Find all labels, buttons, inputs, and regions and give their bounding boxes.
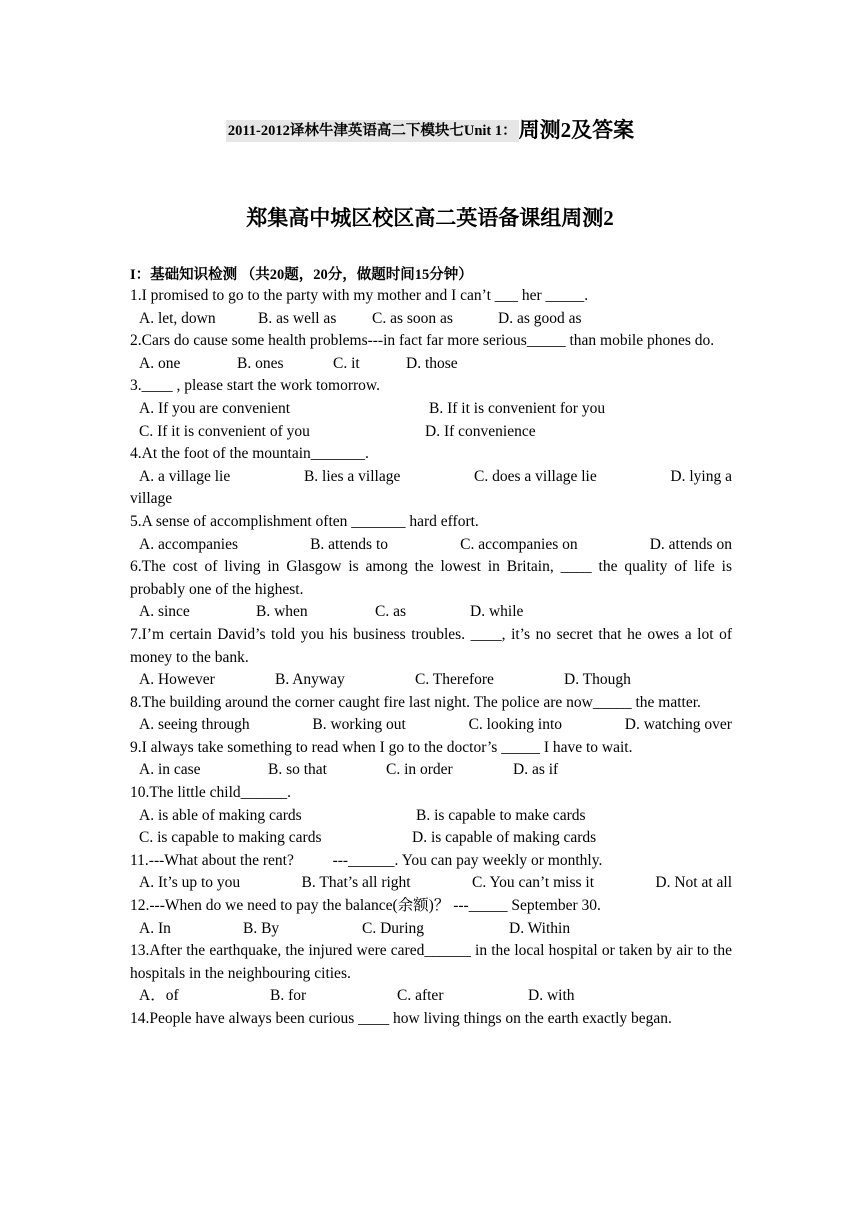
question-stem: 7.I’m certain David’s told you his business troubles. ____, it’s no secret that he owes a lot of money to the bank.	[130, 625, 732, 666]
option: D. watching over	[624, 716, 732, 734]
question-list	[130, 285, 732, 1031]
option-wrap: village	[130, 490, 173, 508]
option-row	[130, 601, 732, 624]
option-row	[130, 308, 732, 331]
option-row	[130, 805, 732, 828]
option: C. During	[362, 919, 424, 937]
option-row	[130, 534, 732, 557]
option: B. ones	[237, 354, 284, 372]
option: B. working out	[312, 716, 406, 734]
option: B. By	[243, 919, 280, 937]
option-row	[130, 669, 732, 692]
option: D. lying a	[670, 467, 732, 485]
question-stem: 4.At the foot of the mountain_______.	[130, 445, 369, 463]
option: C. as soon as	[372, 309, 453, 327]
option: D. as if	[513, 761, 559, 779]
option: C. after	[397, 987, 444, 1005]
option-row	[130, 759, 732, 782]
option: B. lies a village	[303, 467, 401, 485]
option: A. If you are convenient	[139, 399, 291, 417]
option: B. That’s all right	[301, 874, 411, 892]
question-stem: 11.---What about the rent? ---______. You can pay weekly or monthly.	[130, 851, 603, 869]
question-stem: 1.I promised to go to the party with my mother and I can’t ___ her _____.	[130, 287, 589, 304]
option-row	[130, 714, 732, 737]
option-row	[130, 398, 732, 421]
option: A. accompanies	[139, 535, 238, 553]
option: A. However	[139, 671, 215, 689]
option: B. so that	[268, 761, 327, 779]
option: A. since	[139, 603, 190, 621]
option: B. Anyway	[275, 671, 345, 689]
option-row	[130, 872, 732, 895]
option-row	[130, 985, 732, 1008]
option: D. those	[406, 354, 458, 372]
option: D. while	[470, 603, 524, 621]
option: A. is able of making cards	[139, 806, 302, 824]
option: D. with	[528, 987, 575, 1005]
option: A. a village lie	[139, 467, 231, 485]
document-title	[0, 114, 860, 144]
option: D. Within	[509, 919, 571, 937]
option: C. looking into	[468, 716, 563, 734]
option: C. in order	[386, 761, 453, 779]
option: A. in case	[139, 761, 201, 779]
question-stem: 13.After the earthquake, the injured were cared______ in the local hospital or taken by air to the hospitals in the neighbouring cities.	[130, 942, 732, 982]
option: D. as good as	[498, 309, 582, 327]
option: A．of	[139, 987, 179, 1005]
option: B. for	[270, 987, 307, 1005]
option: C. it	[333, 354, 360, 372]
option: A. let, down	[139, 309, 216, 327]
question-stem: 2.Cars do cause some health problems---in fact far more serious_____ than mobile phones do.	[130, 332, 715, 350]
question-stem: 10.The little child______.	[130, 784, 292, 802]
question-stem: 12.---When do we need to pay the balance(余额)？ ---_____ September 30.	[130, 897, 601, 915]
option: D. Not at all	[655, 874, 732, 892]
question-stem: 8.The building around the corner caught fire last night. The police are now_____ the matter.	[130, 693, 701, 711]
option: A. In	[139, 919, 171, 937]
option-row	[130, 827, 732, 850]
option: B. attends to	[310, 535, 389, 553]
option: A. It’s up to you	[139, 874, 241, 892]
question-stem: 3.____ , please start the work tomorrow.	[130, 377, 380, 395]
option: B. when	[256, 603, 308, 621]
question-stem: 5.A sense of accomplishment often _______ hard effort.	[130, 512, 479, 530]
option: B. is capable to make cards	[416, 806, 586, 824]
option: D. If convenience	[425, 422, 536, 440]
option-row	[130, 353, 732, 376]
question-stem: 9.I always take something to read when I go to the doctor’s _____ I have to wait.	[130, 738, 633, 756]
option: C. as	[375, 603, 406, 621]
option: C. You can’t miss it	[471, 874, 595, 892]
option: C. does a village lie	[474, 467, 597, 485]
option: C. accompanies on	[460, 535, 578, 553]
question-stem: 6.The cost of living in Glasgow is among the lowest in Britain, ____ the quality of life is probably one of the highest.	[130, 558, 732, 598]
option-row	[130, 421, 732, 444]
option: C. Therefore	[415, 671, 494, 689]
option: D. attends on	[649, 535, 732, 553]
option: A. seeing through	[139, 716, 250, 734]
option: A. one	[139, 354, 181, 372]
section-heading: I：基础知识检测 （共20题，20分，做题时间15分钟）	[130, 267, 473, 283]
question-stem: 14.People have always been curious ____ how living things on the earth exactly began.	[130, 1010, 672, 1027]
option-row	[130, 918, 732, 941]
option: D. Though	[564, 671, 631, 689]
option: C. If it is convenient of you	[139, 422, 310, 440]
document-subtitle: 郑集高中城区校区高二英语备课组周测2	[246, 206, 614, 230]
option: D. is capable of making cards	[412, 829, 597, 847]
title-prefix: 2011-2012译林牛津英语高二下模块七Unit 1：	[226, 120, 519, 142]
option-row	[130, 466, 732, 489]
option: C. is capable to making cards	[139, 829, 322, 847]
option: B. If it is convenient for you	[429, 399, 606, 417]
title-suffix: 周测2及答案	[518, 118, 635, 142]
option: B. as well as	[258, 309, 337, 327]
